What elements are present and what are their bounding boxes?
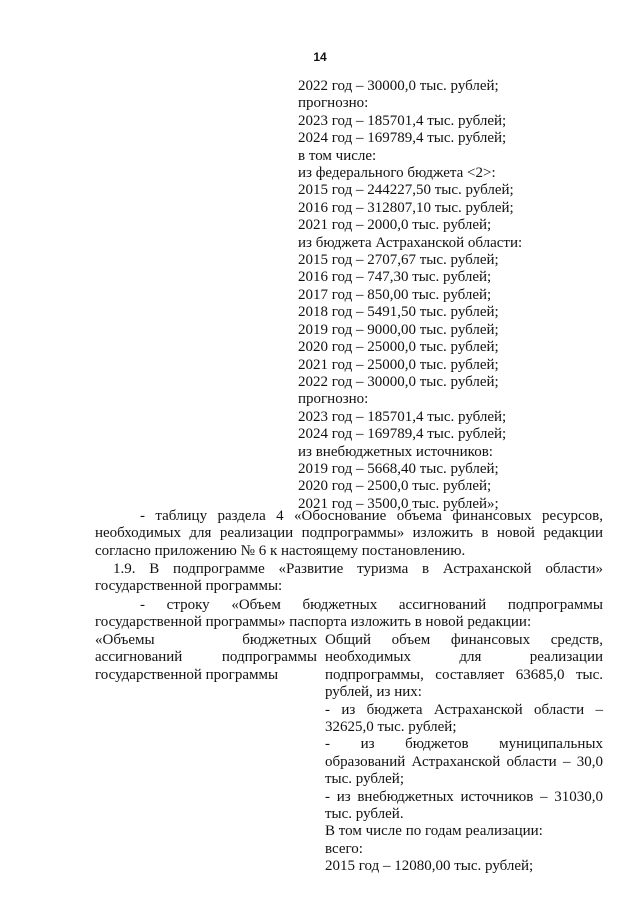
total-funding-intro: Общий объем финансовых средств, необходимых для реализации подпрограммы, составляет 63685,0 тыс. рублей, из них: — [325, 632, 603, 701]
funding-by-years-heading: В том числе по годам реализации: — [325, 823, 543, 840]
funding-line: 2016 год – 312807,10 тыс. рублей; — [298, 199, 514, 216]
funding-line: 2020 год – 2500,0 тыс. рублей; — [298, 478, 492, 495]
paragraph-table-section-4: - таблицу раздела 4 «Обоснование объема финансовых ресурсов, необходимых для реализации подпрограммы» изложить в новой редакции согласно приложению № 6 к настоящему постановлению. — [95, 508, 603, 559]
funding-line: 2023 год – 185701,4 тыс. рублей; — [298, 112, 507, 129]
funding-line: из бюджета Астраханской области: — [298, 234, 523, 251]
funding-line: 2023 год – 185701,4 тыс. рублей; — [298, 408, 507, 425]
passport-row-label: «Объемы бюджетных ассигнований подпрограммы государственной программы — [95, 632, 317, 683]
page-number: 14 — [313, 50, 327, 64]
funding-line: 2019 год – 9000,00 тыс. рублей; — [298, 321, 499, 338]
funding-line: 2015 год – 2707,67 тыс. рублей; — [298, 252, 499, 269]
funding-item-municipal-budgets: - из бюджетов муниципальных образований Астраханской области – 30,0 тыс. рублей; — [325, 736, 603, 788]
funding-line: 2018 год – 5491,50 тыс. рублей; — [298, 304, 499, 321]
passport-row-value — [325, 632, 603, 876]
funding-line: 2021 год – 2000,0 тыс. рублей; — [298, 217, 492, 234]
funding-line: 2021 год – 25000,0 тыс. рублей; — [298, 356, 499, 373]
funding-line: в том числе: — [298, 147, 377, 164]
funding-line: прогнозно: — [298, 391, 369, 408]
funding-line: из федерального бюджета <2>: — [298, 165, 496, 182]
funding-item-extrabudgetary: - из внебюджетных источников – 31030,0 тыс. рублей. — [325, 788, 603, 823]
paragraph-budget-line-instruction: - строку «Объем бюджетных ассигнований подпрограммы государственной программы» паспорта изложить в новой редакции: — [95, 597, 603, 631]
funding-line: 2021 год – 3500,0 тыс. рублей»; — [298, 495, 499, 512]
paragraph-1-9-tourism-subprogram: 1.9. В подпрограмме «Развитие туризма в Астраханской области» государственной программы: — [95, 561, 603, 595]
funding-year-2015: 2015 год – 12080,00 тыс. рублей; — [325, 858, 534, 875]
funding-line: прогнозно: — [298, 95, 369, 112]
funding-line: 2019 год – 5668,40 тыс. рублей; — [298, 460, 499, 477]
funding-by-year-list — [298, 78, 522, 513]
funding-line: 2024 год – 169789,4 тыс. рублей; — [298, 130, 507, 147]
funding-line: 2017 год – 850,00 тыс. рублей; — [298, 286, 492, 303]
funding-line: 2016 год – 747,30 тыс. рублей; — [298, 269, 492, 286]
funding-total-label: всего: — [325, 840, 363, 857]
funding-line: 2020 год – 25000,0 тыс. рублей; — [298, 339, 499, 356]
funding-item-regional-budget: - из бюджета Астраханской области – 32625,0 тыс. рублей; — [325, 701, 603, 736]
funding-line: 2022 год – 30000,0 тыс. рублей; — [298, 78, 499, 94]
funding-line: 2022 год – 30000,0 тыс. рублей; — [298, 373, 499, 390]
funding-line: 2024 год – 169789,4 тыс. рублей; — [298, 426, 507, 443]
funding-line: из внебюджетных источников: — [298, 443, 493, 460]
funding-line: 2015 год – 244227,50 тыс. рублей; — [298, 182, 514, 199]
